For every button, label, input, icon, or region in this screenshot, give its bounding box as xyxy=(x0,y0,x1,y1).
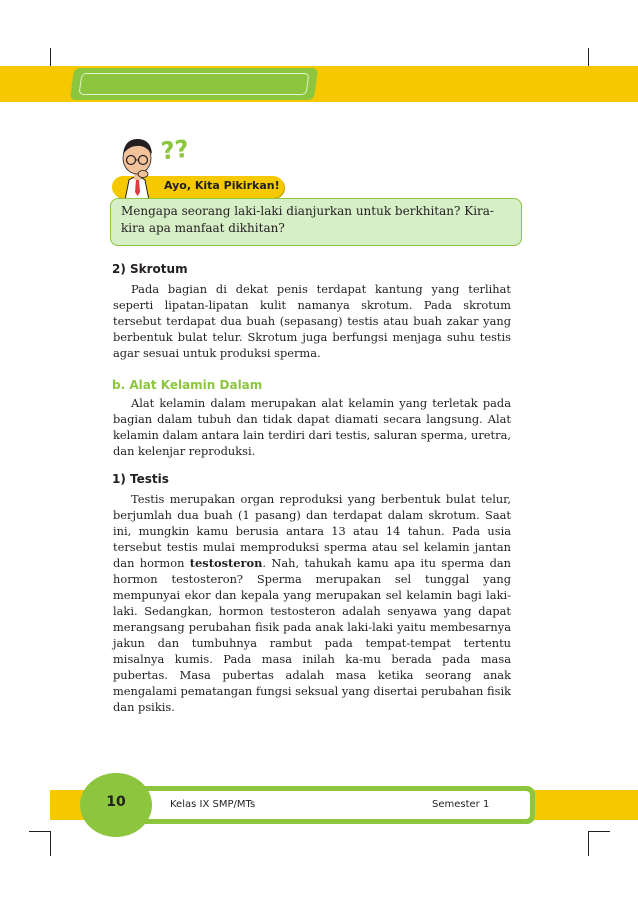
section-heading-testis: 1) Testis xyxy=(112,472,169,486)
crop-mark xyxy=(50,832,51,856)
paragraph-skrotum: Pada bagian di dekat penis terdapat kantung yang terlihat seperti lipatan-lipatan kulit namanya skrotum. Pada skrotum tersebut terdapat dua buah (sepasang) testis atau buah zakar yang berbentuk bulat telur. Skrotum juga berfungsi menjaga suhu testis agar sesuai untuk produksi sperma. xyxy=(113,282,511,360)
think-label-text: Ayo, Kita Pikirkan! xyxy=(164,179,280,192)
question-marks: ?? xyxy=(159,134,191,166)
page-number: 10 xyxy=(106,794,126,810)
section-heading-alat-kelamin-dalam: b. Alat Kelamin Dalam xyxy=(112,378,263,392)
section-heading-skrotum: 2) Skrotum xyxy=(112,262,188,276)
testis-text-after: . Nah, tahukah kamu apa itu sperma dan hormon testosteron? Sperma merupakan sel tunggal yang mempunyai ekor dan kepala yang merupakan sel kelamin bagi laki-laki. Sedangkan, hormon testosteron adalah senyawa yang dapat merangsang perubahan fisik pada anak laki-laki yaitu membesarnya jakun dan tumbuhnya rambut pada tempat-tempat tertentu misalnya kumis. Pada masa inilah ka-mu berada pada masa pubertas. Masa pubertas adalah masa ketika seorang anak mengalami pematangan fungsi seksual yang disertai perubahan fisik dan psikis. xyxy=(113,556,511,714)
paragraph-alat-kelamin-dalam: Alat kelamin dalam merupakan alat kelamin yang terletak pada bagian dalam tubuh dan tidak dapat diamati secara langsung. Alat kelamin dalam antara lain terdiri dari testis, saluran sperma, uretra, dan kelenjar reproduksi. xyxy=(113,396,511,458)
crop-mark xyxy=(29,831,51,832)
term-testosteron: testosteron xyxy=(189,556,263,570)
think-question-box xyxy=(110,198,522,246)
footer-book-title: Kelas IX SMP/MTs xyxy=(170,799,256,810)
paragraph-testis xyxy=(113,491,511,715)
footer-semester: Semester 1 xyxy=(432,799,490,810)
testis-text-before: Testis merupakan organ reproduksi yang berbentuk bulat telur, berjumlah dua buah (1 pasang) dan terdapat dalam skrotum. Saat ini, mungkin kamu berusia antara 13 atau 14 tahun. Pada usia tersebut testis mulai memproduksi sperma atau sel kelamin jantan dan hormon xyxy=(113,492,511,570)
crop-mark xyxy=(588,832,589,856)
header-tab xyxy=(70,68,318,100)
crop-mark xyxy=(588,831,610,832)
think-question: Mengapa seorang laki-laki dianjurkan untuk berkhitan? Kira-kira apa manfaat dikhitan? xyxy=(121,204,494,235)
